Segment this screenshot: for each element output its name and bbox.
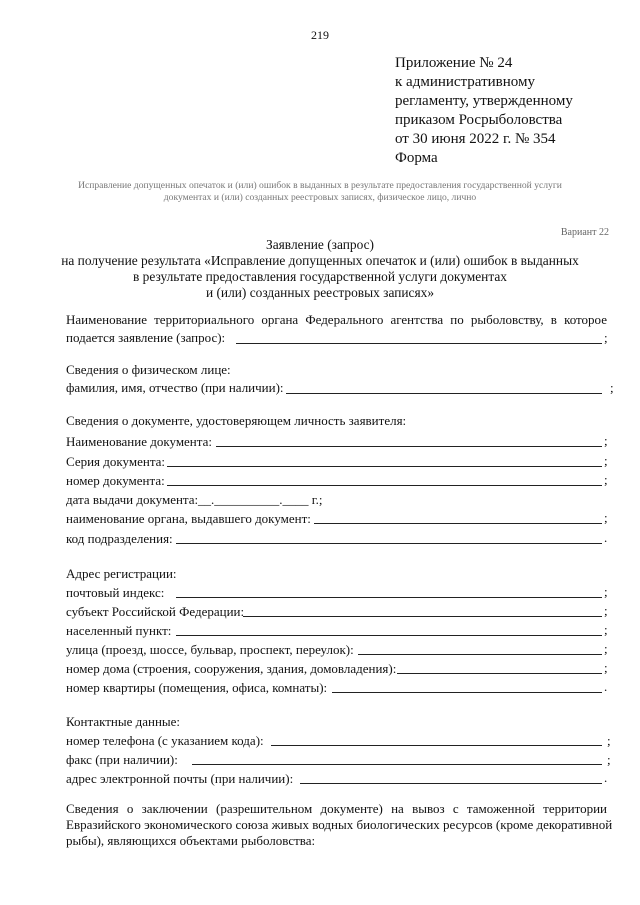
form-title-line: и (или) созданных реестровых записях» [205, 285, 435, 300]
service-caption-line1: Исправление допущенных опечаток и (или) ошибок в выданных в результате предоставления государственной услуги [78, 180, 562, 191]
issue-date-field[interactable]: __.__________.____ г.; [198, 492, 323, 507]
postal-code-label: почтовый индекс: [66, 585, 165, 600]
person-heading: Сведения о физическом лице: [66, 362, 231, 377]
locality-label: населенный пункт: [66, 623, 172, 638]
house-label: номер дома (строения, сооружения, здания, домовладения): [66, 661, 397, 676]
locality-field[interactable] [176, 635, 602, 636]
issue-date-label: дата выдачи документа: [66, 492, 199, 507]
form-title-line: на получение результата «Исправление допущенных опечаток и (или) ошибок в выданных [61, 253, 579, 268]
subject-label: субъект Российской Федерации: [66, 604, 245, 619]
export-permit-line2: Евразийского экономического союза живых водных биологических ресурсов (кроме декоративной [66, 817, 613, 832]
address-heading: Адрес регистрации: [66, 566, 177, 581]
fax-field[interactable] [192, 764, 602, 765]
doc-name-field[interactable] [216, 446, 602, 447]
fio-label: фамилия, имя, отчество (при наличии): [66, 380, 284, 395]
semicolon: ; [607, 752, 611, 767]
form-title [0, 237, 640, 301]
identity-heading: Сведения о документе, удостоверяющем личность заявителя: [66, 413, 407, 428]
form-title-line: в результате предоставления государственной услуги документах [133, 269, 507, 284]
phone-field[interactable] [271, 745, 602, 746]
period: . [604, 679, 608, 694]
issuer-label: наименование органа, выдавшего документ: [66, 511, 311, 526]
street-field[interactable] [358, 654, 602, 655]
doc-name-label: Наименование документа: [66, 434, 212, 449]
semicolon: ; [604, 622, 608, 637]
appendix-line: приказом Росрыболовства [395, 112, 563, 128]
doc-series-label: Серия документа: [66, 454, 166, 469]
division-code-field[interactable] [176, 543, 602, 544]
appendix-block [395, 54, 573, 168]
appendix-line: Приложение № 24 [395, 55, 513, 71]
email-label: адрес электронной почты (при наличии): [66, 771, 294, 786]
apartment-label: номер квартиры (помещения, офиса, комнаты): [66, 680, 328, 695]
appendix-line: регламенту, утвержденному [395, 93, 573, 109]
appendix-line: от 30 июня 2022 г. № 354 [395, 131, 556, 147]
territorial-body-label: Наименование территориального органа Федерального агентства по рыболовству, в которое [66, 312, 607, 327]
issuer-field[interactable] [314, 523, 602, 524]
house-field[interactable] [397, 673, 602, 674]
appendix-line: к административному [395, 74, 535, 90]
email-field[interactable] [300, 783, 602, 784]
semicolon: ; [607, 733, 611, 748]
contacts-heading: Контактные данные: [66, 714, 181, 729]
semicolon: ; [604, 453, 608, 468]
appendix-line: Форма [395, 150, 438, 166]
doc-series-field[interactable] [167, 466, 602, 467]
division-code-label: код подразделения: [66, 531, 173, 546]
semicolon: ; [604, 472, 608, 487]
semicolon: ; [604, 603, 608, 618]
postal-code-field[interactable] [176, 597, 602, 598]
semicolon: ; [604, 641, 608, 656]
doc-number-field[interactable] [167, 485, 602, 486]
territorial-body-label-2: подается заявление (запрос): [66, 330, 226, 345]
subject-field[interactable] [243, 616, 602, 617]
page-number: 219 [311, 28, 329, 42]
export-permit-line3: рыбы), являющихся объектами рыболовства: [66, 833, 316, 848]
territorial-body-field[interactable] [236, 343, 602, 344]
semicolon: ; [604, 433, 608, 448]
semicolon: ; [604, 510, 608, 525]
semicolon: ; [604, 584, 608, 599]
export-permit-line1: Сведения о заключении (разрешительном документе) на вывоз с таможенной территории [66, 801, 607, 816]
semicolon: ; [604, 330, 608, 345]
fax-label: факс (при наличии): [66, 752, 178, 767]
period: . [604, 530, 608, 545]
phone-label: номер телефона (с указанием кода): [66, 733, 264, 748]
form-title-line: Заявление (запрос) [265, 237, 374, 252]
semicolon: ; [610, 380, 614, 395]
service-caption-line2: документах и (или) созданных реестровых записях, физическое лицо, лично [163, 192, 477, 203]
semicolon: ; [604, 660, 608, 675]
apartment-field[interactable] [332, 692, 602, 693]
fio-field[interactable] [286, 393, 602, 394]
street-label: улица (проезд, шоссе, бульвар, проспект, переулок): [66, 642, 354, 657]
variant-label: Вариант 22 [560, 227, 609, 238]
doc-number-label: номер документа: [66, 473, 165, 488]
period: . [604, 770, 608, 785]
